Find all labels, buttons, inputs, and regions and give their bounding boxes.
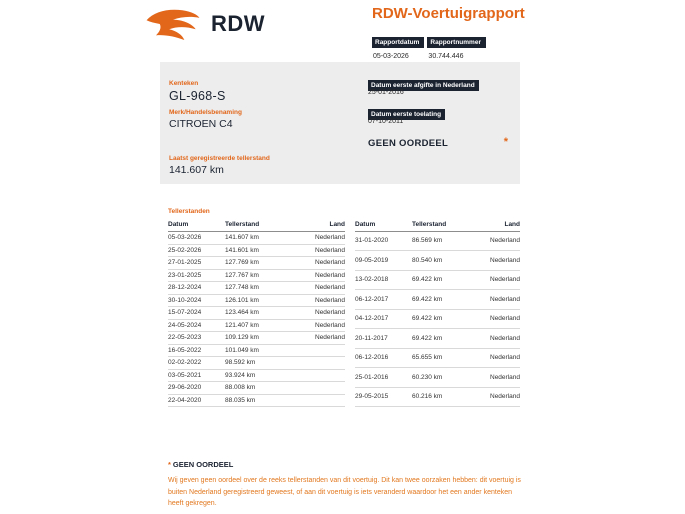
land-column-header: Land [472, 219, 520, 232]
datum-cell: 16-05-2022 [168, 344, 225, 357]
tellerstand-cell: 127.748 km [225, 282, 297, 295]
tellerstand-cell: 69.422 km [412, 309, 472, 328]
land-cell: Nederland [472, 329, 520, 348]
report-date [372, 31, 424, 60]
rdw-eagle-icon [144, 7, 202, 41]
merk-label: Merk/Handelsbenaming [169, 109, 242, 116]
report-date-value: 05-03-2026 [373, 52, 409, 60]
table-row [355, 290, 520, 309]
land-cell: Nederland [297, 307, 345, 320]
land-cell: Nederland [472, 387, 520, 407]
oordeel-value: GEEN OORDEEL [368, 138, 449, 149]
toelating-value: 07-10-2011 [368, 118, 404, 125]
datum-cell: 03-05-2021 [168, 369, 225, 382]
land-cell: Nederland [297, 257, 345, 270]
tellerstand-cell: 123.464 km [225, 307, 297, 320]
laatste-tellerstand-label: Laatst geregistreerde tellerstand [169, 155, 270, 162]
datum-cell: 29-06-2020 [168, 382, 225, 395]
table-row [355, 270, 520, 289]
tellerstand-cell: 60.216 km [412, 387, 472, 407]
datum-cell: 27-01-2025 [168, 257, 225, 270]
land-cell: Nederland [472, 232, 520, 251]
datum-cell: 24-05-2024 [168, 319, 225, 332]
datum-cell: 28-12-2024 [168, 282, 225, 295]
datum-cell: 30-10-2024 [168, 294, 225, 307]
table-row [355, 348, 520, 367]
datum-column-header: Datum [168, 219, 225, 232]
tellerstanden-section-label: Tellerstanden [168, 208, 210, 215]
tellerstand-cell: 127.767 km [225, 269, 297, 282]
table-header-row [355, 219, 520, 232]
vehicle-summary-panel [160, 62, 520, 184]
tellerstand-cell: 141.601 km [225, 244, 297, 257]
tellerstand-cell: 80.540 km [412, 251, 472, 270]
rdw-logo-text: RDW [211, 11, 266, 36]
land-cell: Nederland [472, 270, 520, 289]
tellerstand-cell: 88.035 km [225, 394, 297, 407]
tellerstand-cell: 88.008 km [225, 382, 297, 395]
table-row [168, 332, 345, 345]
land-cell: Nederland [472, 309, 520, 328]
datum-cell: 06-12-2016 [355, 348, 412, 367]
tellerstand-cell: 69.422 km [412, 270, 472, 289]
tellerstand-cell: 93.924 km [225, 369, 297, 382]
tellerstand-cell: 141.607 km [225, 232, 297, 245]
report-number [427, 31, 486, 60]
table-row [355, 251, 520, 270]
table-row [168, 382, 345, 395]
footnote-text: Wij geven geen oordeel over de reeks tellerstanden van dit voertuig. Dit kan twee oorzaken hebben: dit voertuig is buiten Nederland geregistreerd geweest, of aan dit voertuig is iets veranderd waardoor het een ander kenteken heeft gekregen. [168, 477, 521, 508]
land-cell [297, 357, 345, 370]
land-cell: Nederland [297, 294, 345, 307]
land-column-header: Land [297, 219, 345, 232]
tellerstand-cell: 126.101 km [225, 294, 297, 307]
table-row [168, 244, 345, 257]
land-cell: Nederland [472, 348, 520, 367]
datum-cell: 22-04-2020 [168, 394, 225, 407]
tellerstand-column-header: Tellerstand [412, 219, 472, 232]
table-row [168, 319, 345, 332]
datum-cell: 31-01-2020 [355, 232, 412, 251]
laatste-tellerstand-value: 141.607 km [169, 164, 224, 176]
datum-cell: 09-05-2019 [355, 251, 412, 270]
table-row [168, 307, 345, 320]
datum-column-header: Datum [355, 219, 412, 232]
land-cell: Nederland [297, 332, 345, 345]
report-number-value: 30.744.446 [428, 52, 464, 60]
land-cell: Nederland [472, 251, 520, 270]
tellerstand-cell: 69.422 km [412, 290, 472, 309]
tellerstand-cell: 127.769 km [225, 257, 297, 270]
tellerstand-cell: 86.569 km [412, 232, 472, 251]
table-row [355, 309, 520, 328]
tellerstand-cell: 60.230 km [412, 368, 472, 387]
datum-cell: 04-12-2017 [355, 309, 412, 328]
table-row [168, 344, 345, 357]
land-cell: Nederland [297, 319, 345, 332]
land-cell: Nederland [472, 368, 520, 387]
datum-cell: 23-01-2025 [168, 269, 225, 282]
table-row [168, 357, 345, 370]
tellerstanden-table-right [355, 219, 520, 407]
table-row [168, 294, 345, 307]
tellerstanden-table-left [168, 219, 345, 407]
report-date-label: Rapportdatum [372, 37, 424, 48]
table-row [355, 329, 520, 348]
table-row [168, 257, 345, 270]
oordeel-asterisk: * [503, 136, 508, 148]
land-cell [297, 382, 345, 395]
land-cell: Nederland [297, 244, 345, 257]
merk-value: CITROEN C4 [169, 118, 233, 130]
afgifte-value: 25-01-2016 [368, 89, 404, 96]
report-meta [372, 31, 525, 60]
rdw-logo [144, 7, 265, 41]
tellerstand-column-header: Tellerstand [225, 219, 297, 232]
footnote-title [168, 460, 522, 469]
footnote-title-text: GEEN OORDEEL [172, 460, 234, 469]
table-row [168, 282, 345, 295]
table-row [355, 232, 520, 251]
tellerstanden-tables [168, 219, 520, 407]
datum-cell: 29-05-2015 [355, 387, 412, 407]
tellerstand-cell: 101.049 km [225, 344, 297, 357]
footnote-asterisk: * [168, 460, 171, 469]
afgifte-label: Datum eerste afgifte in Nederland [368, 80, 479, 91]
datum-cell: 02-02-2022 [168, 357, 225, 370]
land-cell [297, 394, 345, 407]
table-row [355, 387, 520, 407]
tellerstand-cell: 98.592 km [225, 357, 297, 370]
kenteken-value: GL-968-S [169, 89, 226, 103]
tellerstand-cell: 109.129 km [225, 332, 297, 345]
table-row [168, 232, 345, 245]
page-title: RDW-Voertuigrapport [372, 5, 525, 22]
datum-cell: 06-12-2017 [355, 290, 412, 309]
datum-cell: 25-01-2016 [355, 368, 412, 387]
report-number-label: Rapportnummer [427, 37, 486, 48]
datum-cell: 22-05-2023 [168, 332, 225, 345]
land-cell: Nederland [297, 282, 345, 295]
datum-cell: 20-11-2017 [355, 329, 412, 348]
land-cell: Nederland [472, 290, 520, 309]
table-row [168, 269, 345, 282]
land-cell [297, 369, 345, 382]
land-cell: Nederland [297, 269, 345, 282]
datum-cell: 05-03-2026 [168, 232, 225, 245]
datum-cell: 25-02-2026 [168, 244, 225, 257]
datum-cell: 13-02-2018 [355, 270, 412, 289]
toelating-label: Datum eerste toelating [368, 109, 445, 120]
land-cell [297, 344, 345, 357]
datum-cell: 15-07-2024 [168, 307, 225, 320]
tellerstand-cell: 65.655 km [412, 348, 472, 367]
report-header [372, 6, 525, 60]
tellerstand-cell: 69.422 km [412, 329, 472, 348]
land-cell: Nederland [297, 232, 345, 245]
table-row [168, 369, 345, 382]
table-row [355, 368, 520, 387]
table-header-row [168, 219, 345, 232]
table-row [168, 394, 345, 407]
geen-oordeel-footnote [168, 460, 522, 510]
tellerstand-cell: 121.407 km [225, 319, 297, 332]
kenteken-label: Kenteken [169, 80, 199, 87]
